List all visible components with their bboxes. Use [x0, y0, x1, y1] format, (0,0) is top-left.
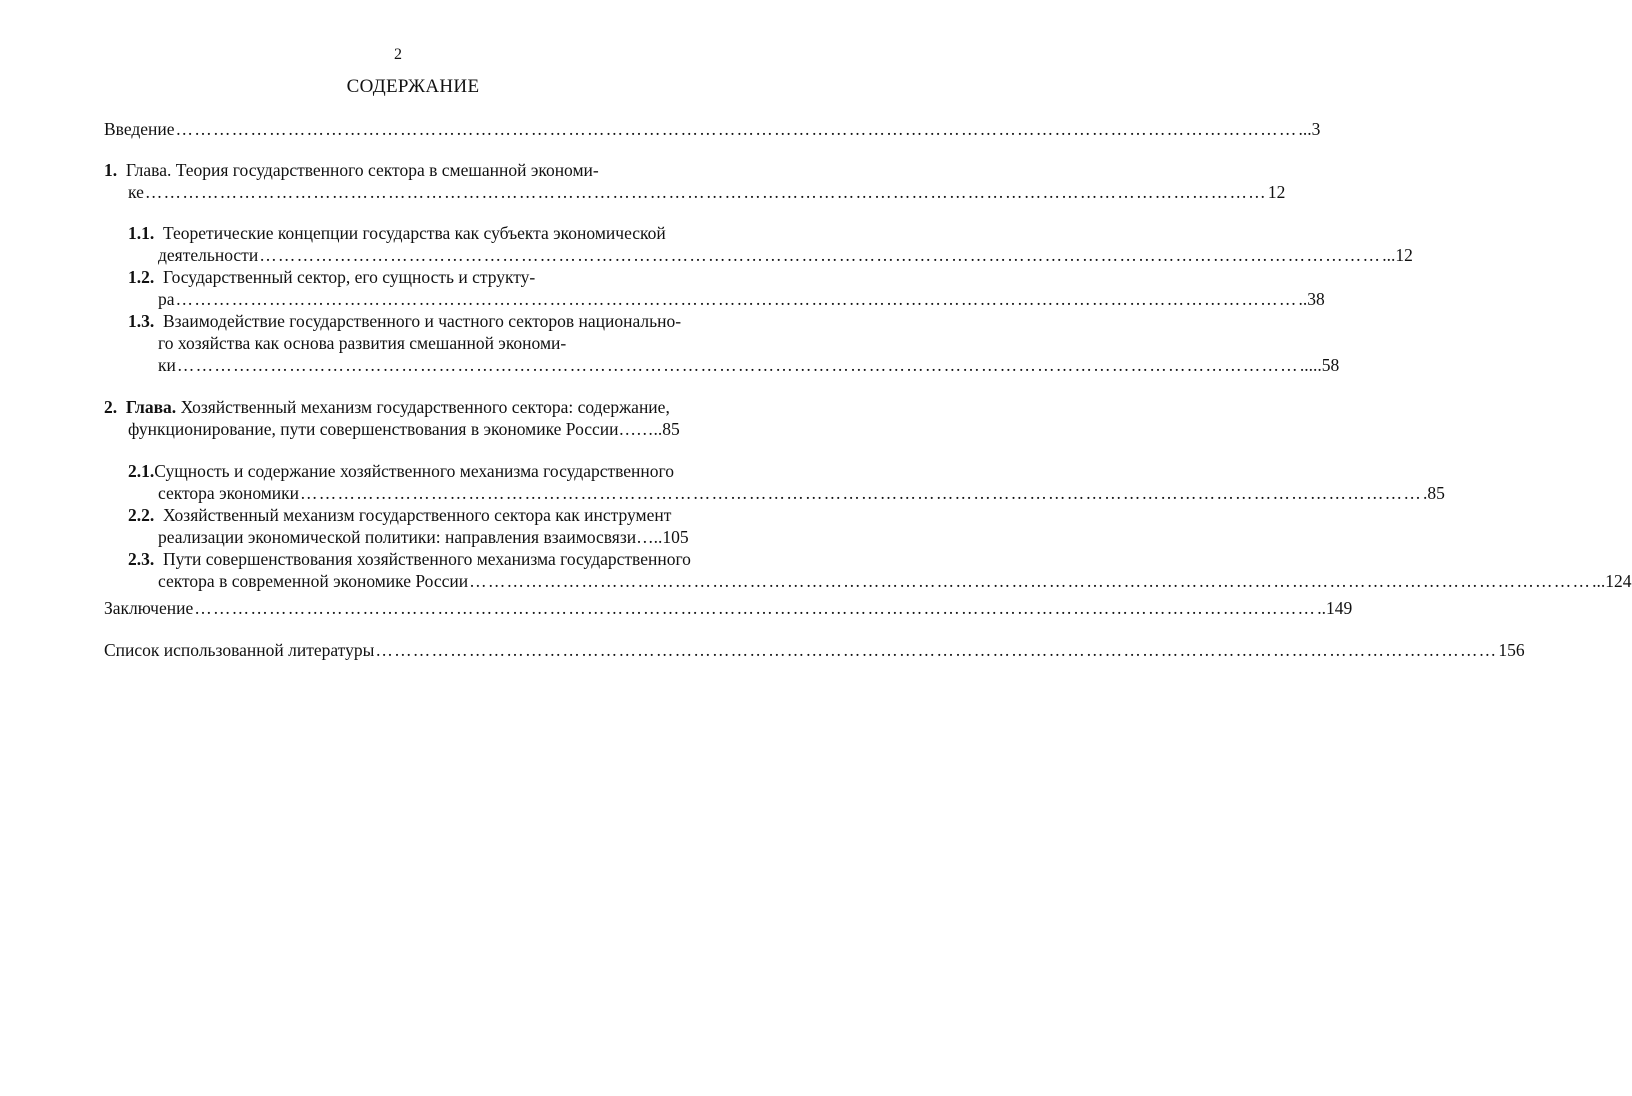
toc-chapter-number: 2.: [104, 397, 118, 417]
toc-section-1-2-page-line: [158, 288, 1325, 310]
toc-section-title-line2: ра: [158, 289, 175, 309]
toc-chapter-title-line2: ке: [128, 182, 144, 202]
toc-entry-intro: [104, 118, 1321, 140]
toc-chapter-title-line2: функционирование, пути совершенствования в экономике России: [128, 419, 619, 439]
toc-section-title-line3: ки: [158, 355, 176, 375]
dot-leader: ………………………………………………………………………………………………………………………………………………………………: [175, 119, 1298, 139]
toc-section-title-line1: Теоретические концепции государства как субъекта экономической: [163, 223, 666, 243]
toc-page-number: ...12: [1382, 245, 1413, 265]
toc-chapter-2-title: [104, 396, 670, 418]
toc-chapter-2-page-line: [128, 418, 724, 440]
toc-section-1-3-title: [128, 310, 681, 332]
toc-page-number: ..38: [1298, 289, 1325, 309]
toc-page-number: ...124: [1592, 571, 1632, 591]
toc-section-title-line1: Взаимодействие государственного и частного секторов национально-: [163, 311, 682, 331]
toc-page-number: …..105: [636, 527, 689, 547]
page-title: СОДЕРЖАНИЕ: [346, 76, 480, 97]
toc-section-number: 1.3.: [128, 311, 155, 331]
toc-page-number: .....58: [1299, 355, 1340, 375]
toc-chapter-1-title: [104, 159, 599, 181]
toc-page-number: 156: [1498, 640, 1525, 660]
toc-section-1-1-page-line: [158, 244, 1413, 266]
dot-leader: ………………………………………………………………………………………………………………………………………………………………: [469, 571, 1592, 591]
toc-section-title-line2: сектора экономики: [158, 483, 300, 503]
toc-section-number: 1.1.: [128, 223, 155, 243]
toc-chapter-label: Глава.: [125, 397, 177, 417]
toc-section-2-3-title: [128, 548, 691, 570]
toc-chapter-title-line1: Глава. Теория государственного сектора в смешанной экономи-: [125, 160, 599, 180]
toc-entry-label: Список использованной литературы: [104, 640, 375, 660]
toc-section-title-line2: деятельности: [158, 245, 259, 265]
toc-section-1-3-line2: [158, 332, 566, 354]
toc-section-number: 1.2.: [128, 267, 155, 287]
toc-section-title-line2: сектора в современной экономике России: [158, 571, 469, 591]
dot-leader: ………………………………………………………………………………………………………………………………………………………………: [194, 598, 1317, 618]
toc-section-title-line1: Государственный сектор, его сущность и структу-: [163, 267, 536, 287]
toc-section-2-1-title: [128, 460, 674, 482]
toc-section-number: 2.3.: [128, 549, 155, 569]
toc-chapter-number: 1.: [104, 160, 118, 180]
toc-chapter-1-page-line: [128, 181, 1286, 203]
toc-section-1-2-title: [128, 266, 535, 288]
toc-entry-conclusion: [104, 597, 1353, 619]
toc-section-2-2-page-line: [158, 526, 724, 548]
toc-entry-label: Введение: [104, 119, 175, 139]
toc-section-title-line2: го хозяйства как основа развития смешанной экономи-: [158, 333, 567, 353]
page-number: 2: [394, 46, 402, 63]
toc-section-title-line2: реализации экономической политики: направления взаимосвязи: [158, 527, 637, 547]
toc-entry-references: [104, 639, 1525, 661]
dot-leader: ………………………………………………………………………………………………………………………………………………………………: [375, 640, 1498, 660]
dot-leader: ………………………………………………………………………………………………………………………………………………………………: [300, 483, 1423, 503]
toc-chapter-title-line1: Хозяйственный механизм государственного сектора: содержание,: [180, 397, 670, 417]
toc-section-title-line1: Хозяйственный механизм государственного сектора как инструмент: [163, 505, 672, 525]
toc-page-number: ……..85: [618, 419, 680, 439]
toc-page-number: ...3: [1298, 119, 1321, 139]
dot-leader: ………………………………………………………………………………………………………………………………………………………………: [259, 245, 1382, 265]
toc-section-1-1-title: [128, 222, 666, 244]
dot-leader: ………………………………………………………………………………………………………………………………………………………………: [144, 182, 1267, 202]
toc-section-number: 2.2.: [128, 505, 155, 525]
toc-page-number: .85: [1423, 483, 1445, 503]
toc-section-2-2-title: [128, 504, 671, 526]
toc-page-number: 12: [1267, 182, 1286, 202]
toc-section-1-3-page-line: [158, 354, 1340, 376]
toc-section-2-1-page-line: [158, 482, 1445, 504]
toc-section-2-3-page-line: [158, 570, 1632, 592]
dot-leader: ………………………………………………………………………………………………………………………………………………………………: [176, 355, 1299, 375]
toc-entry-label: Заключение: [104, 598, 194, 618]
toc-page-number: ..149: [1317, 598, 1353, 618]
dot-leader: ………………………………………………………………………………………………………………………………………………………………: [175, 289, 1298, 309]
toc-section-title-line1: Сущность и содержание хозяйственного механизма государственного: [154, 461, 675, 481]
toc-section-title-line1: Пути совершенствования хозяйственного механизма государственного: [163, 549, 691, 569]
toc-section-number: 2.1.: [128, 461, 155, 481]
